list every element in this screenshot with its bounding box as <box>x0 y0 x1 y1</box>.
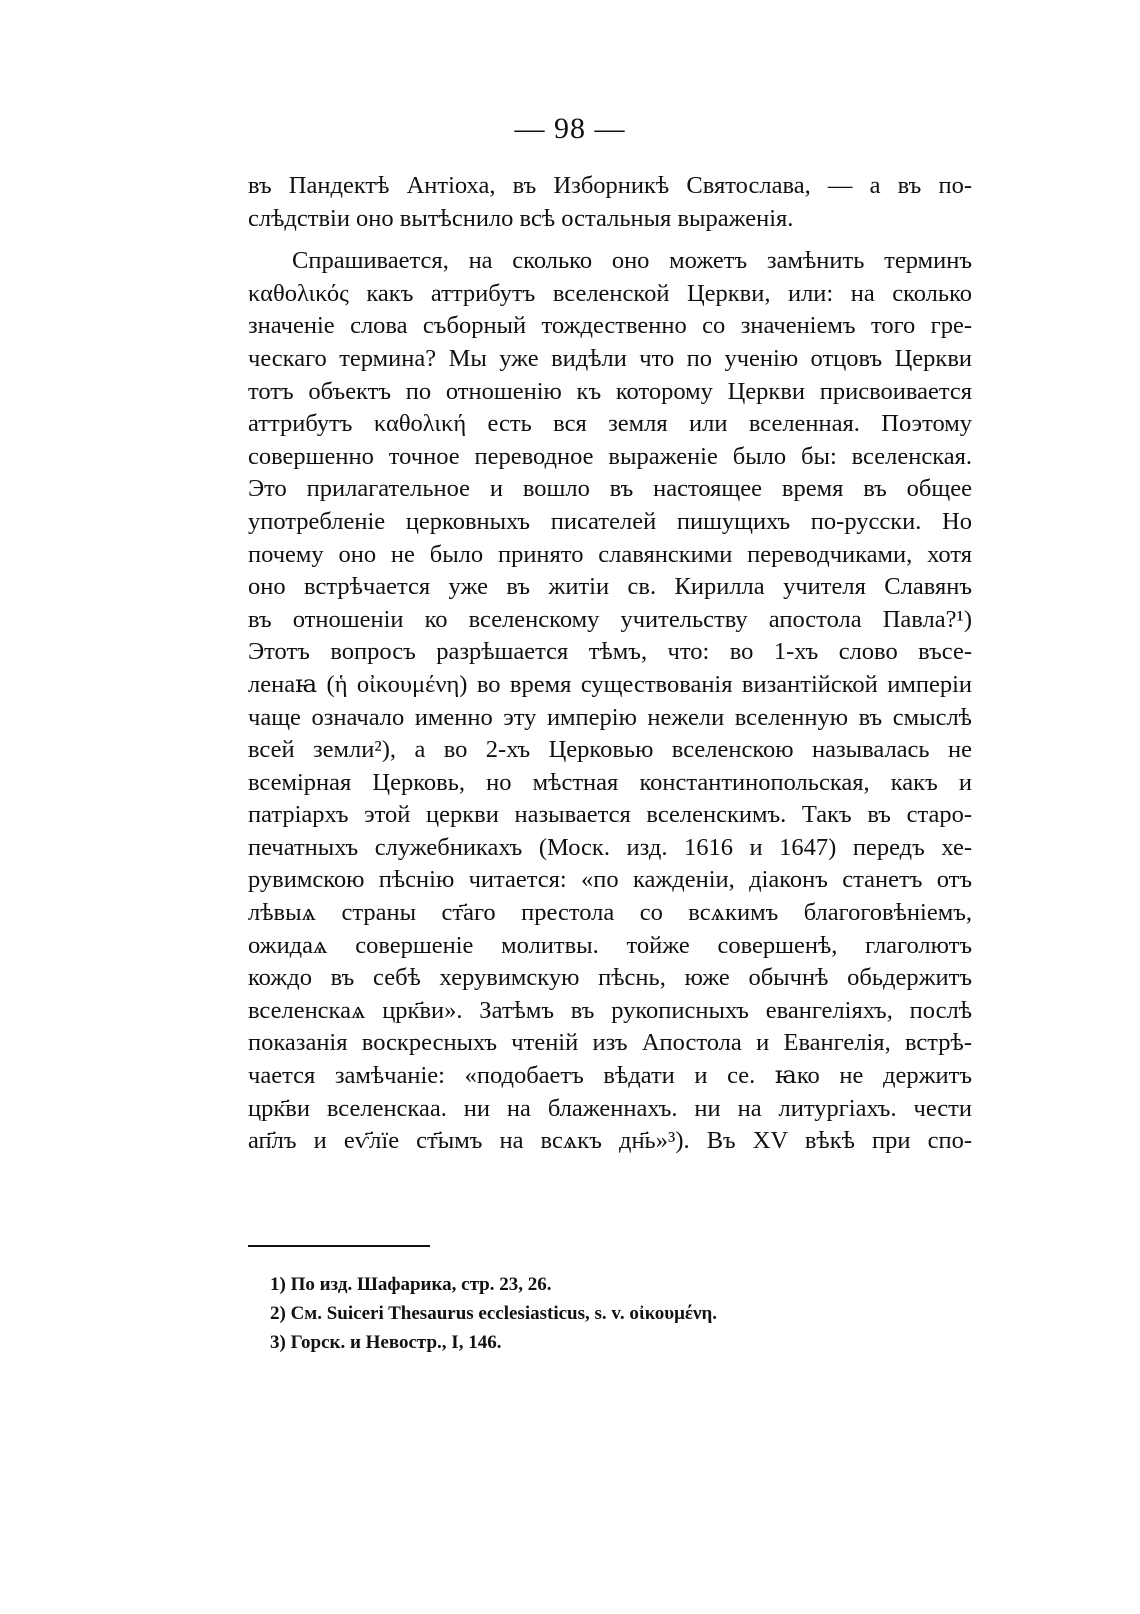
text-line: аттрибутъ καθολική есть вся земля или вселенная. Поэтому <box>248 410 972 438</box>
text-line: употребленіе церковныхъ писателей пишущихъ по-русски. Но <box>248 507 972 535</box>
text-line: ческаго термина? Мы уже видѣли что по ученію отцовъ Церкви <box>248 344 972 372</box>
text-line: Это прилагательное и вошло въ настоящее время въ общее <box>248 475 972 503</box>
text-line: всей земли²), а во 2-хъ Церковью вселенскою называлась не <box>248 736 972 764</box>
text-line: вселенскаѧ црк҃ви». Затѣмъ въ рукописныхъ евангеліяхъ, послѣ <box>248 996 972 1024</box>
text-line: совершенно точное переводное выраженіе было бы: вселенская. <box>248 442 972 470</box>
main-text <box>248 170 972 1158</box>
text-line: почему оно не было принято славянскими переводчиками, хотя <box>248 540 972 568</box>
text-line: ап҃лъ и еѵ҃лїе ст҃ымъ на всѧкъ дн҃ь»³). Въ XV вѣкѣ при спо- <box>248 1127 972 1155</box>
text-line: тотъ объектъ по отношенію къ которому Церкви присвоивается <box>248 377 972 405</box>
text-line: значеніе слова съборный тождественно со значеніемъ того гре- <box>248 312 972 340</box>
text-line: оно встрѣчается уже въ житіи св. Кирилла учителя Славянъ <box>248 573 972 601</box>
text-line: лѣвыѧ страны ст҃аго престола со всѧкимъ благоговѣніемъ, <box>248 899 972 927</box>
text-line: рувимскою пѣснію читается: «по кажденіи, діаконъ станетъ отъ <box>248 866 972 894</box>
text-line: слѣдствіи оно вытѣснило всѣ остальныя выраженія. <box>248 204 794 232</box>
text-line: црк҃ви вселенскаа. ни на блаженнахъ. ни на литургіахъ. чести <box>248 1094 972 1122</box>
page-number: — 98 — <box>514 112 626 145</box>
text-line: чаще означало именно эту имперію нежели вселенную въ смыслѣ <box>248 703 972 731</box>
text-line: ожидаѧ совершеніе молитвы. тойже совершенѣ, глаголютъ <box>248 931 972 959</box>
footnotes <box>270 1270 910 1357</box>
text-line: въ Пандектѣ Антіоха, въ Изборникѣ Святослава, — а въ по- <box>248 172 972 199</box>
text-line: кождо въ себѣ херувимскую пѣснь, юже обычнѣ обьдержитъ <box>248 964 972 992</box>
text-line: Спрашивается, на сколько оно можетъ замѣнить терминъ <box>292 247 972 275</box>
footnote-2: 2) См. Suiceri Thesaurus ecclesiasticus, s. v. οἰκουμένη. <box>270 1303 718 1324</box>
text-line: καθολικός какъ аттрибутъ вселенской Церкви, или: на сколько <box>248 279 972 307</box>
text-line: Этотъ вопросъ разрѣшается тѣмъ, что: во 1-хъ слово въсе- <box>248 638 972 666</box>
text-line: чается замѣчаніе: «подобаетъ вѣдати и се. ꙗко не держитъ <box>248 1062 972 1090</box>
text-line: показанія воскресныхъ чтеній изъ Апостола и Евангелія, встрѣ- <box>248 1029 972 1057</box>
text-line: ленаꙗ (ἡ οἰκουμένη) во время существованія византійской имперіи <box>248 670 972 698</box>
text-line: патріархъ этой церкви называется вселенскимъ. Такъ въ старо- <box>248 801 972 829</box>
text-line: печатныхъ служебникахъ (Моск. изд. 1616 и 1647) передъ хе- <box>248 833 972 861</box>
text-line: въ отношеніи ко вселенскому учительству апостола Павла?¹) <box>248 605 972 633</box>
footnote-1: 1) По изд. Шафарика, стр. 23, 26. <box>270 1274 552 1295</box>
footnote-3: 3) Горск. и Невостр., I, 146. <box>270 1332 502 1353</box>
footnote-divider <box>248 1245 430 1247</box>
text-line: всемірная Церковь, но мѣстная константинопольская, какъ и <box>248 768 972 796</box>
